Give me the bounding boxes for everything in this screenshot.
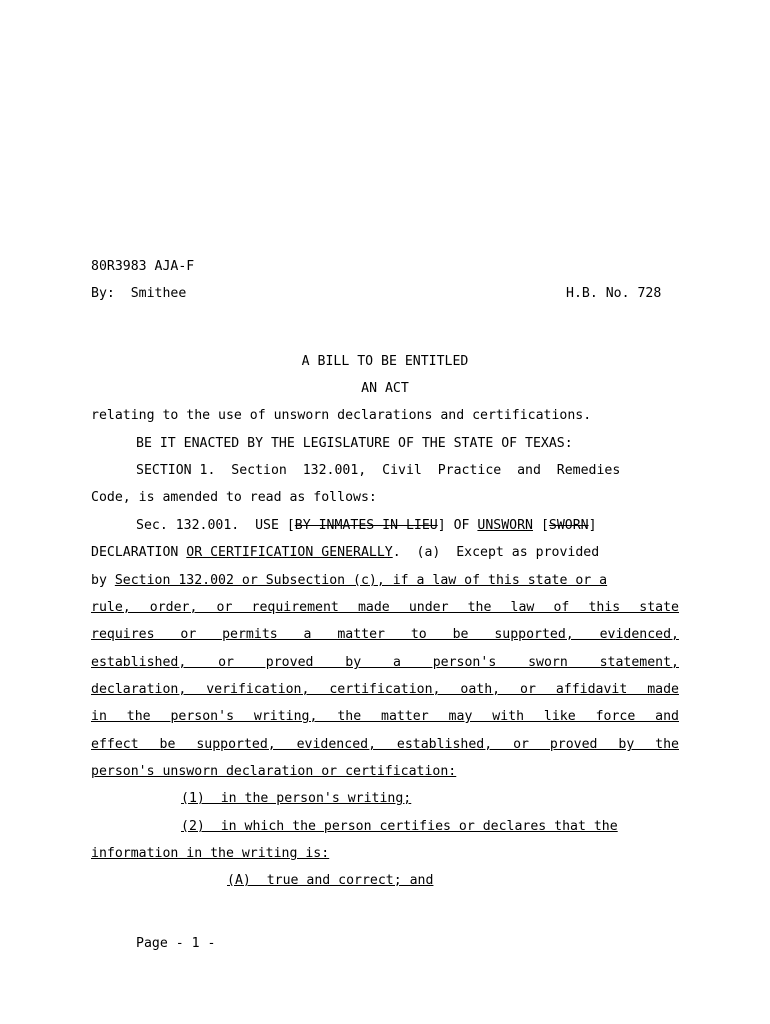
added-text: Section 132.002 or Subsection (c), if a law of this state or a xyxy=(114,573,608,588)
heading-prefix: Sec. 132.001. USE [ xyxy=(136,518,295,533)
heading-mid: [ xyxy=(533,518,549,533)
body-line-2: rule, order, or requirement made under the law of this state xyxy=(91,600,679,615)
by-label: By: xyxy=(91,286,115,301)
deleted-text: SWORN xyxy=(548,518,589,533)
heading-mid: ] OF xyxy=(437,518,478,533)
caption-act: AN ACT xyxy=(361,381,409,396)
document-id: 80R3983 AJA-F xyxy=(91,259,195,274)
author-line xyxy=(91,285,186,302)
deleted-text: BY INMATES IN LIEU xyxy=(294,518,438,533)
body-line-4: established, or proved by a person's sworn statement, xyxy=(91,655,679,670)
caption-title: A BILL TO BE ENTITLED xyxy=(301,354,469,369)
section-1-line-1: SECTION 1. Section 132.001, Civil Practice and Remedies xyxy=(136,463,621,478)
subdivision-2-continued: information in the writing is: xyxy=(91,846,330,861)
subdivision-1: (1) in the person's writing; xyxy=(181,791,412,806)
section-1-line-2: Code, is amended to read as follows: xyxy=(91,490,377,505)
body-line-7: effect be supported, evidenced, established, or proved by the xyxy=(91,737,679,752)
body-line-6: in the person's writing, the matter may with like force and xyxy=(91,709,679,724)
page-number: Page - 1 - xyxy=(136,936,216,951)
section-heading-line-1 xyxy=(136,517,597,534)
author-name: Smithee xyxy=(130,286,187,301)
heading-mid: ] xyxy=(588,518,597,533)
subdivision-2: (2) in which the person certifies or declares that the xyxy=(181,819,618,834)
enacting-clause: BE IT ENACTED BY THE LEGISLATURE OF THE STATE OF TEXAS: xyxy=(136,436,573,451)
body-line-8: person's unsworn declaration or certification: xyxy=(91,764,457,779)
paragraph-a: (A) true and correct; and xyxy=(227,873,434,888)
heading-suffix: . (a) Except as provided xyxy=(392,545,600,560)
body-line-1 xyxy=(91,572,607,589)
bill-number: H.B. No. 728 xyxy=(566,286,662,301)
body-text: by xyxy=(91,573,107,588)
added-text: OR CERTIFICATION GENERALLY xyxy=(186,545,393,560)
body-line-5: declaration, verification, certification, oath, or affidavit made xyxy=(91,682,679,697)
added-text: UNSWORN xyxy=(477,518,533,533)
heading-prefix: DECLARATION xyxy=(91,545,187,560)
section-heading-line-2 xyxy=(91,544,599,561)
relating-clause: relating to the use of unsworn declarations and certifications. xyxy=(91,408,592,423)
body-line-3: requires or permits a matter to be supported, evidenced, xyxy=(91,627,679,642)
